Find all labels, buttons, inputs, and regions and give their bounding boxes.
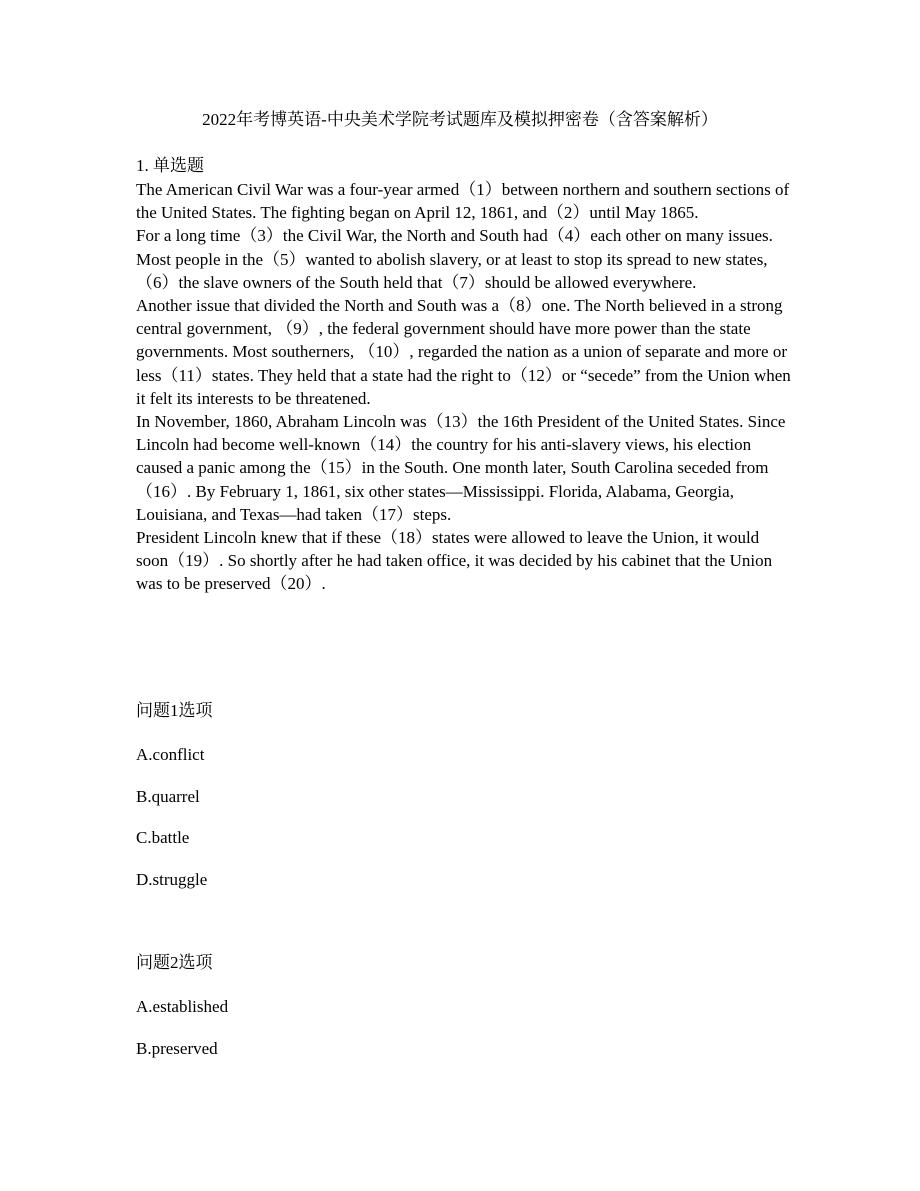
passage-paragraph: Another issue that divided the North and South was a（8）one. The North believed in a strong central government, （9）, the federal government should have more power than the state governments. Most southerners, （10）, regarded the nation as a union of separate and more or less（11）states. They held that a state had the right to（12）or “secede” from the Union when it felt its interests to be threatened. (136, 296, 791, 408)
option-a[interactable]: A.established (136, 997, 229, 1016)
option-c[interactable]: C.battle (136, 828, 190, 847)
passage-paragraph: President Lincoln knew that if these（18）states were allowed to leave the Union, it would soon（19）. So shortly after he had taken office, it was decided by his cabinet that the Union was to be preserved（20）. (136, 528, 773, 594)
sub-question-label: 问题2选项 (136, 953, 213, 972)
passage-paragraph: The American Civil War was a four-year armed（1）between northern and southern sections of the United States. The fighting began on April 12, 1861, and（2）until May 1865. (136, 180, 790, 223)
option-b[interactable]: B.preserved (136, 1039, 218, 1058)
cloze-passage (136, 178, 791, 596)
document-title: 2022年考博英语-中央美术学院考试题库及模拟押密卷（含答案解析） (202, 110, 718, 129)
option-a[interactable]: A.conflict (136, 745, 205, 764)
question-number: 1. 单选题 (136, 156, 204, 175)
sub-question-label: 问题1选项 (136, 701, 213, 720)
option-b[interactable]: B.quarrel (136, 787, 200, 806)
option-d[interactable]: D.struggle (136, 870, 208, 889)
passage-paragraph: In November, 1860, Abraham Lincoln was（13）the 16th President of the United States. Since Lincoln had become well-known（14）the country for his anti-slavery views, his election caused a panic among the（15）in the South. One month later, South Carolina seceded from（16）. By February 1, 1861, six other states—Mississippi. Florida, Alabama, Georgia, Louisiana, and Texas—had taken（17）steps. (136, 412, 786, 524)
passage-paragraph: For a long time（3）the Civil War, the North and South had（4）each other on many issues. Most people in the（5）wanted to abolish slavery, or at least to stop its spread to new states, （6）the slave owners of the South held that（7）should be allowed everywhere. (136, 226, 773, 292)
